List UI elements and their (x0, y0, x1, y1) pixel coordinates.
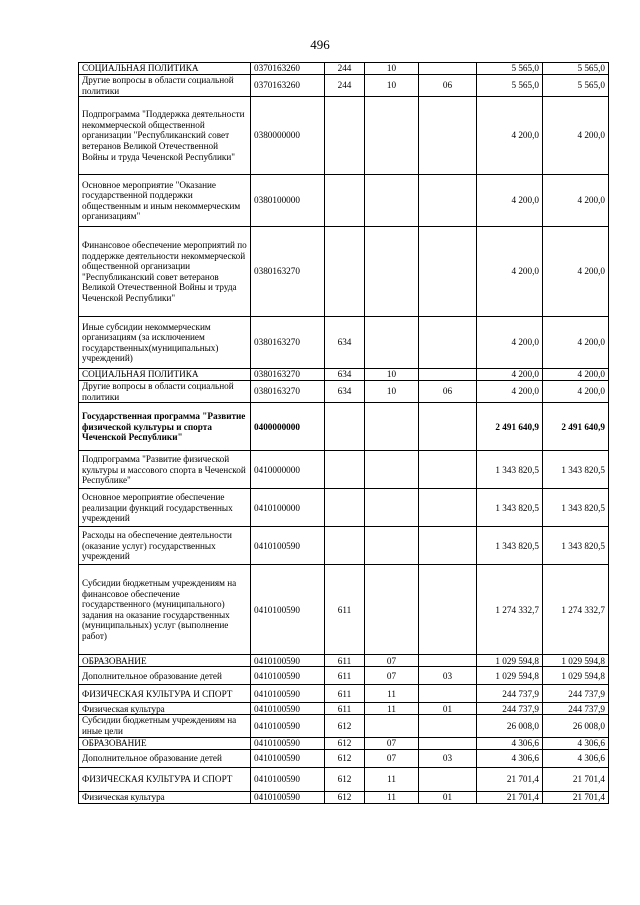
row-name: Основное мероприятие обеспечение реализации функций государственных учреждений (79, 489, 251, 527)
row-subsection (419, 97, 477, 175)
row-expense-type: 634 (325, 369, 365, 381)
row-name: ФИЗИЧЕСКАЯ КУЛЬТУРА И СПОРТ (79, 767, 251, 791)
row-expense-type: 611 (325, 703, 365, 715)
row-section (365, 403, 419, 451)
row-sum-1: 1 274 332,7 (477, 565, 543, 655)
table-row (79, 767, 609, 791)
row-section: 10 (365, 369, 419, 381)
row-section (365, 715, 419, 737)
row-subsection (419, 737, 477, 749)
row-sum-2: 4 200,0 (543, 97, 609, 175)
row-sum-2: 26 008,0 (543, 715, 609, 737)
row-sum-2: 1 343 820,5 (543, 527, 609, 565)
row-sum-2: 4 200,0 (543, 369, 609, 381)
row-section (365, 527, 419, 565)
table-row (79, 75, 609, 97)
row-subsection (419, 369, 477, 381)
row-code: 0380163270 (251, 381, 325, 403)
row-sum-2: 244 737,9 (543, 703, 609, 715)
table-row (79, 369, 609, 381)
row-name: Финансовое обеспечение мероприятий по поддержке деятельности некоммерческой общественной организации "Республиканский совет ветеранов Великой Отечественной Войны и труда Чеченской Республики" (79, 227, 251, 317)
row-expense-type: 612 (325, 737, 365, 749)
row-subsection (419, 767, 477, 791)
row-subsection: 03 (419, 667, 477, 685)
row-expense-type (325, 527, 365, 565)
row-section: 07 (365, 749, 419, 767)
row-code: 0370163260 (251, 63, 325, 75)
row-subsection (419, 403, 477, 451)
row-section: 07 (365, 655, 419, 667)
table-row (79, 791, 609, 803)
row-section: 11 (365, 703, 419, 715)
row-section (365, 97, 419, 175)
row-code: 0380163270 (251, 227, 325, 317)
row-name: ОБРАЗОВАНИЕ (79, 737, 251, 749)
table-row (79, 703, 609, 715)
row-sum-2: 1 029 594,8 (543, 667, 609, 685)
row-sum-1: 5 565,0 (477, 75, 543, 97)
row-subsection: 03 (419, 749, 477, 767)
row-section: 10 (365, 381, 419, 403)
row-sum-2: 5 565,0 (543, 75, 609, 97)
table-row (79, 737, 609, 749)
row-subsection: 06 (419, 381, 477, 403)
row-name: Другие вопросы в области социальной политики (79, 75, 251, 97)
row-code: 0410100590 (251, 685, 325, 703)
row-subsection (419, 227, 477, 317)
budget-table (78, 62, 609, 804)
table-row (79, 63, 609, 75)
table-row (79, 527, 609, 565)
row-subsection (419, 451, 477, 489)
row-code: 0410000000 (251, 451, 325, 489)
row-expense-type: 612 (325, 791, 365, 803)
row-subsection (419, 527, 477, 565)
row-subsection (419, 565, 477, 655)
table-row (79, 489, 609, 527)
row-expense-type: 612 (325, 767, 365, 791)
row-sum-1: 4 306,6 (477, 737, 543, 749)
row-code: 0410100590 (251, 791, 325, 803)
row-name: Физическая культура (79, 791, 251, 803)
row-sum-2: 244 737,9 (543, 685, 609, 703)
row-sum-1: 2 491 640,9 (477, 403, 543, 451)
row-subsection (419, 715, 477, 737)
row-sum-1: 1 343 820,5 (477, 451, 543, 489)
row-name: ФИЗИЧЕСКАЯ КУЛЬТУРА И СПОРТ (79, 685, 251, 703)
row-code: 0410100590 (251, 767, 325, 791)
row-name: Физическая культура (79, 703, 251, 715)
row-subsection: 01 (419, 703, 477, 715)
row-name: Дополнительное образование детей (79, 667, 251, 685)
row-sum-2: 4 200,0 (543, 317, 609, 369)
row-sum-1: 4 200,0 (477, 175, 543, 227)
row-sum-1: 1 343 820,5 (477, 489, 543, 527)
row-sum-2: 4 200,0 (543, 175, 609, 227)
row-sum-1: 4 200,0 (477, 369, 543, 381)
row-sum-2: 21 701,4 (543, 791, 609, 803)
row-name: Государственная программа "Развитие физической культуры и спорта Чеченской Республики" (79, 403, 251, 451)
row-sum-1: 21 701,4 (477, 791, 543, 803)
row-section: 10 (365, 63, 419, 75)
row-expense-type (325, 403, 365, 451)
row-name: Подпрограмма "Поддержка деятельности некоммерческой общественной организации "Республиканский совет ветеранов Великой Отечественной Войны и труда Чеченской Республики" (79, 97, 251, 175)
row-name: СОЦИАЛЬНАЯ ПОЛИТИКА (79, 369, 251, 381)
table-row (79, 317, 609, 369)
row-section (365, 451, 419, 489)
row-subsection (419, 317, 477, 369)
row-section (365, 227, 419, 317)
row-expense-type (325, 451, 365, 489)
row-sum-2: 4 306,6 (543, 749, 609, 767)
row-sum-1: 5 565,0 (477, 63, 543, 75)
row-name: ОБРАЗОВАНИЕ (79, 655, 251, 667)
row-sum-2: 1 343 820,5 (543, 451, 609, 489)
row-sum-1: 1 029 594,8 (477, 655, 543, 667)
row-code: 0410100590 (251, 749, 325, 767)
row-expense-type: 611 (325, 565, 365, 655)
row-name: Субсидии бюджетным учреждениям на финансовое обеспечение государственного (муниципального) задания на оказание государственных (муниципальных) услуг (выполнение работ) (79, 565, 251, 655)
row-code: 0380100000 (251, 175, 325, 227)
table-row (79, 97, 609, 175)
row-name: Другие вопросы в области социальной политики (79, 381, 251, 403)
row-subsection (419, 685, 477, 703)
row-subsection (419, 175, 477, 227)
row-code: 0410100590 (251, 737, 325, 749)
row-expense-type: 611 (325, 655, 365, 667)
table-row (79, 655, 609, 667)
table-row (79, 175, 609, 227)
row-expense-type: 634 (325, 381, 365, 403)
row-code: 0410100590 (251, 715, 325, 737)
row-name: Основное мероприятие "Оказание государственной поддержки общественным и иным некоммерческим организациям" (79, 175, 251, 227)
row-subsection (419, 63, 477, 75)
row-expense-type: 612 (325, 715, 365, 737)
row-subsection: 06 (419, 75, 477, 97)
table-row (79, 565, 609, 655)
table-row (79, 667, 609, 685)
row-expense-type (325, 175, 365, 227)
row-subsection: 01 (419, 791, 477, 803)
table-row (79, 451, 609, 489)
row-section (365, 175, 419, 227)
row-expense-type (325, 227, 365, 317)
row-expense-type: 634 (325, 317, 365, 369)
row-sum-2: 5 565,0 (543, 63, 609, 75)
row-expense-type (325, 489, 365, 527)
row-section: 07 (365, 737, 419, 749)
row-expense-type: 612 (325, 749, 365, 767)
row-sum-2: 4 200,0 (543, 381, 609, 403)
row-name: Расходы на обеспечение деятельности (оказание услуг) государственных учреждений (79, 527, 251, 565)
row-sum-2: 1 029 594,8 (543, 655, 609, 667)
row-section (365, 489, 419, 527)
row-sum-1: 4 200,0 (477, 227, 543, 317)
row-code: 0380163270 (251, 369, 325, 381)
row-name: Иные субсидии некоммерческим организациям (за исключением государственных(муниципальных) учреждений) (79, 317, 251, 369)
table-row (79, 381, 609, 403)
row-section: 07 (365, 667, 419, 685)
row-subsection (419, 489, 477, 527)
row-name: Субсидии бюджетным учреждениям на иные цели (79, 715, 251, 737)
row-expense-type: 244 (325, 63, 365, 75)
row-section: 11 (365, 685, 419, 703)
row-sum-1: 244 737,9 (477, 703, 543, 715)
table-body (79, 63, 609, 804)
row-expense-type: 244 (325, 75, 365, 97)
row-sum-1: 4 306,6 (477, 749, 543, 767)
row-section: 10 (365, 75, 419, 97)
row-code: 0380163270 (251, 317, 325, 369)
row-sum-1: 4 200,0 (477, 97, 543, 175)
row-section (365, 317, 419, 369)
row-sum-1: 4 200,0 (477, 381, 543, 403)
row-name: Подпрограмма "Развитие физической культуры и массового спорта в Чеченской Республике" (79, 451, 251, 489)
row-code: 0410100590 (251, 667, 325, 685)
row-sum-2: 4 306,6 (543, 737, 609, 749)
row-code: 0410100000 (251, 489, 325, 527)
row-sum-1: 21 701,4 (477, 767, 543, 791)
row-expense-type (325, 97, 365, 175)
row-sum-1: 1 343 820,5 (477, 527, 543, 565)
row-section (365, 565, 419, 655)
table-row (79, 227, 609, 317)
row-sum-2: 1 343 820,5 (543, 489, 609, 527)
row-name: СОЦИАЛЬНАЯ ПОЛИТИКА (79, 63, 251, 75)
row-section: 11 (365, 791, 419, 803)
row-code: 0410100590 (251, 703, 325, 715)
row-sum-2: 4 200,0 (543, 227, 609, 317)
row-sum-2: 21 701,4 (543, 767, 609, 791)
row-sum-1: 1 029 594,8 (477, 667, 543, 685)
row-code: 0410100590 (251, 565, 325, 655)
row-sum-1: 244 737,9 (477, 685, 543, 703)
row-section: 11 (365, 767, 419, 791)
row-sum-2: 1 274 332,7 (543, 565, 609, 655)
table-row (79, 749, 609, 767)
row-subsection (419, 655, 477, 667)
row-sum-1: 4 200,0 (477, 317, 543, 369)
row-sum-1: 26 008,0 (477, 715, 543, 737)
row-code: 0380000000 (251, 97, 325, 175)
table-row (79, 403, 609, 451)
row-code: 0410100590 (251, 527, 325, 565)
page-number: 496 (310, 37, 330, 52)
row-code: 0410100590 (251, 655, 325, 667)
table-row (79, 685, 609, 703)
row-code: 0400000000 (251, 403, 325, 451)
table-row (79, 715, 609, 737)
row-expense-type: 611 (325, 667, 365, 685)
row-expense-type: 611 (325, 685, 365, 703)
row-code: 0370163260 (251, 75, 325, 97)
row-name: Дополнительное образование детей (79, 749, 251, 767)
row-sum-2: 2 491 640,9 (543, 403, 609, 451)
